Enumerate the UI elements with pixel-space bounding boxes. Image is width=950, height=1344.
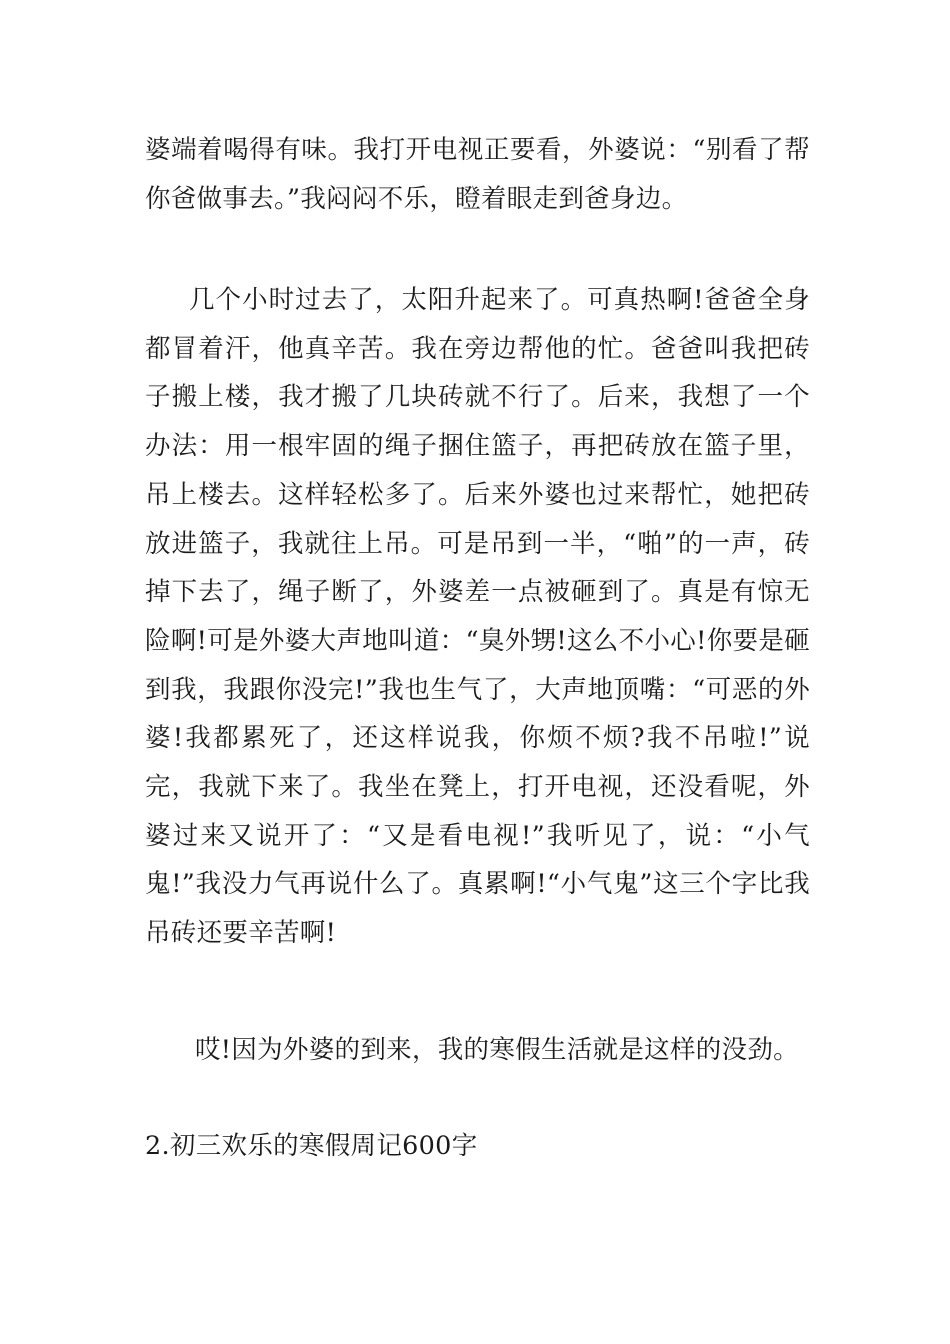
paragraph-2: 几个小时过去了，太阳升起来了。可真热啊!爸爸全身都冒着汗，他真辛苦。我在旁边帮他的忙。爸爸叫我把砖子搬上楼，我才搬了几块砖就不行了。后来，我想了一个办法：用一根牢固的绳子捆住篮子，再把砖放在篮子里，吊上楼去。这样轻松多了。后来外婆也过来帮忙，她把砖放进篮子，我就往上吊。可是吊到一半，“啪”的一声，砖掉下去了，绳子断了，外婆差一点被砸到了。真是有惊无险啊!可是外婆大声地叫道：“臭外甥!这么不小心!你要是砸到我，我跟你没完!”我也生气了，大声地顶嘴：“可恶的外婆!我都累死了，还这样说我，你烦不烦?我不吊啦!”说完，我就下来了。我坐在凳上，打开电视，还没看呢，外婆过来又说开了：“又是看电视!”我听见了，说：“小气鬼!”我没力气再说什么了。真累啊!“小气鬼”这三个字比我吊砖还要辛苦啊! [145,285,810,949]
section-heading: 2.初三欢乐的寒假周记600字 [145,1131,478,1161]
paragraph-1: 婆端着喝得有味。我打开电视正要看，外婆说：“别看了帮你爸做事去。”我闷闷不乐，瞪着眼走到爸身边。 [145,135,810,214]
paragraph-3: 哎!因为外婆的到来，我的寒假生活就是这样的没劲。 [195,1035,799,1065]
